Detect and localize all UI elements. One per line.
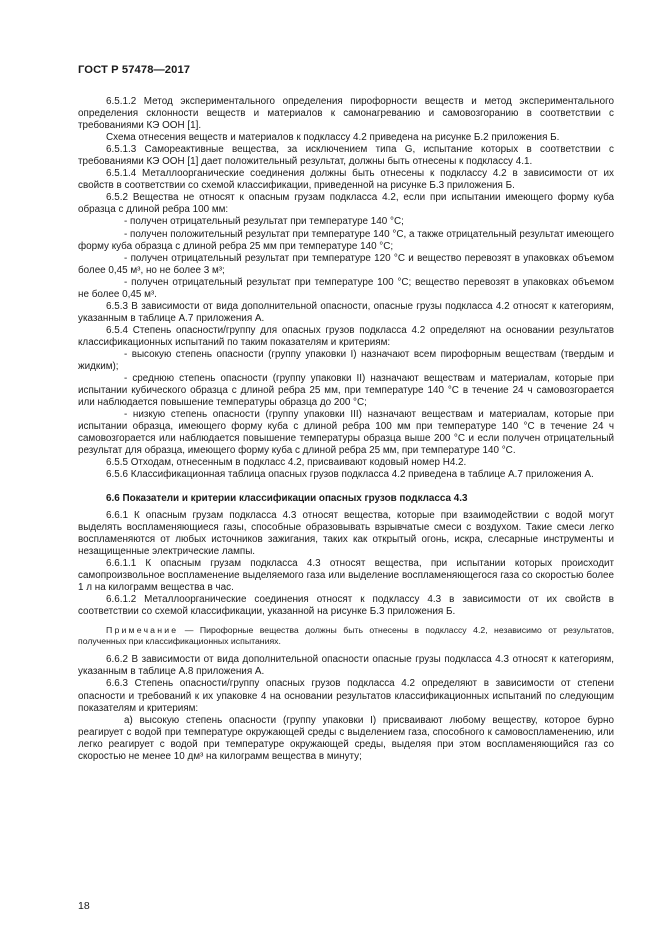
paragraph-6-5-3: 6.5.3 В зависимости от вида дополнительной опасности, опасные грузы подкласса 4.2 относят к категориям, указанным в таблице А.7 приложения А.	[78, 300, 614, 324]
paragraph-6-6-1-1: 6.6.1.1 К опасным грузам подкласса 4.3 относят вещества, при испытании которых происходит самопроизвольное воспламенение выделяемого газа или выделение воспламеняющегося газа со скоростью более 1 л на килограмм вещества в час.	[78, 557, 614, 593]
document-header: ГОСТ Р 57478—2017	[78, 64, 191, 76]
list-item: а) высокую степень опасности (группу упаковки I) присваивают любому веществу, которое бурно реагирует с водой при температуре окружающей среды с выделением газа, способного к самовоспламенению, или легко реагирует с водой при температуре окружающей среды, выделяя при этом воспламеняющийся газ со скоростью не менее 10 дм³ на килограмм вещества в минуту;	[78, 714, 614, 762]
list-item: - получен положительный результат при температуре 140 °С, а также отрицательный результат имеющего форму куба образца с длиной ребра 25 мм при температуре 140 °С;	[78, 228, 614, 252]
paragraph-6-6-2: 6.6.2 В зависимости от вида дополнительной опасности опасные грузы подкласса 4.3 относят к категориям, указанным в таблице А.8 приложения А.	[78, 654, 614, 678]
paragraph-6-6-3: 6.6.3 Степень опасности/группу опасных грузов подкласса 4.2 определяют в зависимости от степени опасности и требований к их упаковке 4 на основании результатов классификационных испытаний по следующим показателям и критериям:	[78, 678, 614, 714]
paragraph-6-6-1: 6.6.1 К опасным грузам подкласса 4.3 относят вещества, которые при взаимодействии с водой могут выделять воспламеняющиеся газы, способные образовывать взрывчатые смеси с воздухом. Такие смеси легко воспламеняются от любых источников зажигания, таких как открытый огонь, искра, слесарные инструменты и незащищенные электрические лампы.	[78, 509, 614, 557]
section-title: 6.6 Показатели и критерии классификации опасных грузов подкласса 4.3	[106, 492, 468, 504]
document-body	[78, 96, 614, 763]
paragraph-6-5-4: 6.5.4 Степень опасности/группу для опасных грузов подкласса 4.2 определяют на основании результатов классификационных испытаний по таким показателям и критериям:	[78, 324, 614, 348]
paragraph-6-6-1-2: 6.6.1.2 Металлоорганические соединения относят к подклассу 4.3 в зависимости от их свойств в соответствии со схемой классификации, указанной на рисунке Б.3 приложения Б.	[78, 593, 614, 617]
note-text: — Пирофорные вещества должны быть отнесены в подклассу 4.2, независимо от результатов, полученных при классификационных испытаниях.	[78, 624, 614, 647]
list-item: - среднюю степень опасности (группу упаковки II) назначают веществам и материалам, которые при испытании кубического образца с длиной ребра 25 мм, при температуре 140 °С в течение 24 ч самовозгорается или наблюдается повышение температуры образца до 200 °С;	[78, 373, 614, 409]
paragraph-6-5-6: 6.5.6 Классификационная таблица опасных грузов подкласса 4.2 приведена в таблице А.7 приложения А.	[106, 469, 594, 481]
list-item: - получен отрицательный результат при температуре 100 °С; вещество перевозят в упаковках объемом не более 0,45 м³.	[78, 276, 614, 300]
paragraph-6-5-1-2: 6.5.1.2 Метод экспериментального определения пирофорности веществ и метод экспериментального определения склонности веществ и материалов к самонагреванию и самовозгоранию в соответствии с требованиями КЭ ООН [1].	[78, 96, 614, 132]
list-item: - высокую степень опасности (группу упаковки I) назначают всем пирофорным веществам (твердым и жидким);	[78, 348, 614, 373]
paragraph-6-5-5: 6.5.5 Отходам, отнесенным в подкласс 4.2, присваивают кодовый номер Н4.2.	[106, 457, 467, 469]
list-item: - низкую степень опасности (группу упаковки III) назначают веществам и материалам, которые при испытании образца, имеющего форму куба с длиной ребра 100 мм при температуре 140 °С в течение 24 ч самовозгорается или наблюдается повышение температуры образца выше 200 °С и если получен отрицательный результат для образца, имеющего форму куба с длиной ребра 25 мм, при температуре 140 °С.	[78, 409, 614, 457]
note-label: Примечание	[106, 624, 179, 635]
paragraph-6-5-1-4: 6.5.1.4 Металлоорганические соединения должны быть отнесены к подклассу 4.2 в зависимости от их свойств в соответствии со схемой классификации, приведенной на рисунке Б.3 приложения Б.	[78, 168, 614, 192]
paragraph-6-5-2: 6.5.2 Вещества не относят к опасным грузам подкласса 4.2, если при испытании имеющего форму куба образца с длиной ребра 100 мм:	[78, 192, 614, 216]
page-number: 18	[78, 900, 90, 912]
paragraph-6-5-1-3: 6.5.1.3 Самореактивные вещества, за исключением типа G, испытание которых в соответствии с требованиями КЭ ООН [1] дает положительный результат, должны быть отнесены к подклассу 4.1.	[78, 144, 614, 168]
list-item: - получен отрицательный результат при температуре 120 °С и вещество перевозят в упаковках объемом более 0,45 м³, но не более 3 м³;	[78, 252, 614, 276]
note	[78, 625, 614, 647]
list-item: - получен отрицательный результат при температуре 140 °С;	[124, 216, 404, 228]
paragraph-scheme: Схема отнесения веществ и материалов к подклассу 4.2 приведена на рисунке Б.2 приложения Б.	[106, 132, 560, 144]
